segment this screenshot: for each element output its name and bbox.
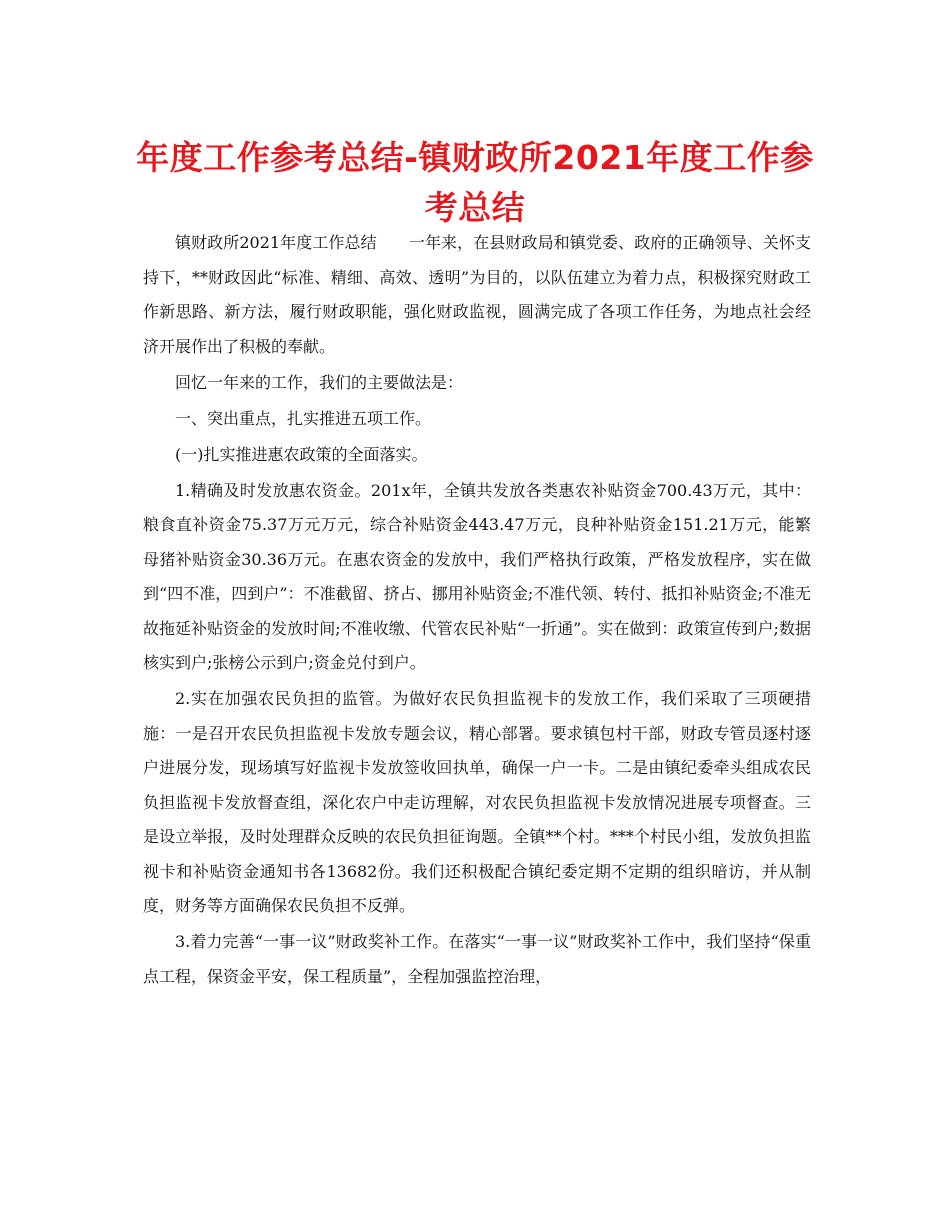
paragraph: 镇财政所2021年度工作总结 一年来，在县财政局和镇党委、政府的正确领导、关怀支持下，**财政因此“标准、精细、高效、透明”为目的，以队伍建立为着力点，积极探究财政工作新思路、新方法，履行财政职能，强化财政监视，圆满完成了各项工作任务，为地点社会经济开展作出了积极的奉献。 — [143, 233, 811, 356]
section-heading: 一、突出重点，扎实推进五项工作。 — [175, 408, 432, 428]
document-title: 年度工作参考总结-镇财政所2021年度工作参考总结 — [136, 138, 814, 227]
paragraph: 回忆一年来的工作，我们的主要做法是： — [175, 372, 464, 392]
document-body — [143, 226, 811, 994]
paragraph: 2.实在加强农民负担的监管。为做好农民负担监视卡的发放工作，我们采取了三项硬措施：一是召开农民负担监视卡发放专题会议，精心部署。要求镇包村干部，财政专管员逐村逐户进展分发，现场填写好监视卡发放签收回执单，确保一户一卡。二是由镇纪委牵头组成农民负担监视卡发放督查组，深化农户中走访理解，对农民负担监视卡发放情况进展专项督查。三是设立举报，及时处理群众反映的农民负担征询题。全镇**个村。***个村民小组，发放负担监视卡和补贴资金通知书各13682份。我们还积极配合镇纪委定期不定期的组织暗访，并从制度，财务等方面确保农民负担不反弹。 — [143, 689, 811, 915]
paragraph: 3.着力完善“一事一议”财政奖补工作。在落实“一事一议”财政奖补工作中，我们坚持“保重点工程，保资金平安，保工程质量”，全程加强监控治理， — [143, 932, 811, 986]
subsection-heading: (一)扎实推进惠农政策的全面落实。 — [175, 444, 428, 464]
paragraph: 1.精确及时发放惠农资金。201x年，全镇共发放各类惠农补贴资金700.43万元，其中：粮食直补资金75.37万元万元，综合补贴资金443.47万元，良种补贴资金151.21万元，能繁母猪补贴资金30.36万元。在惠农资金的发放中，我们严格执行政策，严格发放程序，实在做到“四不准，四到户”：不准截留、挤占、挪用补贴资金;不准代领、转付、抵扣补贴资金;不准无故拖延补贴资金的发放时间;不准收缴、代管农民补贴“一折通”。实在做到：政策宣传到户;数据核实到户;张榜公示到户;资金兑付到户。 — [143, 480, 811, 672]
